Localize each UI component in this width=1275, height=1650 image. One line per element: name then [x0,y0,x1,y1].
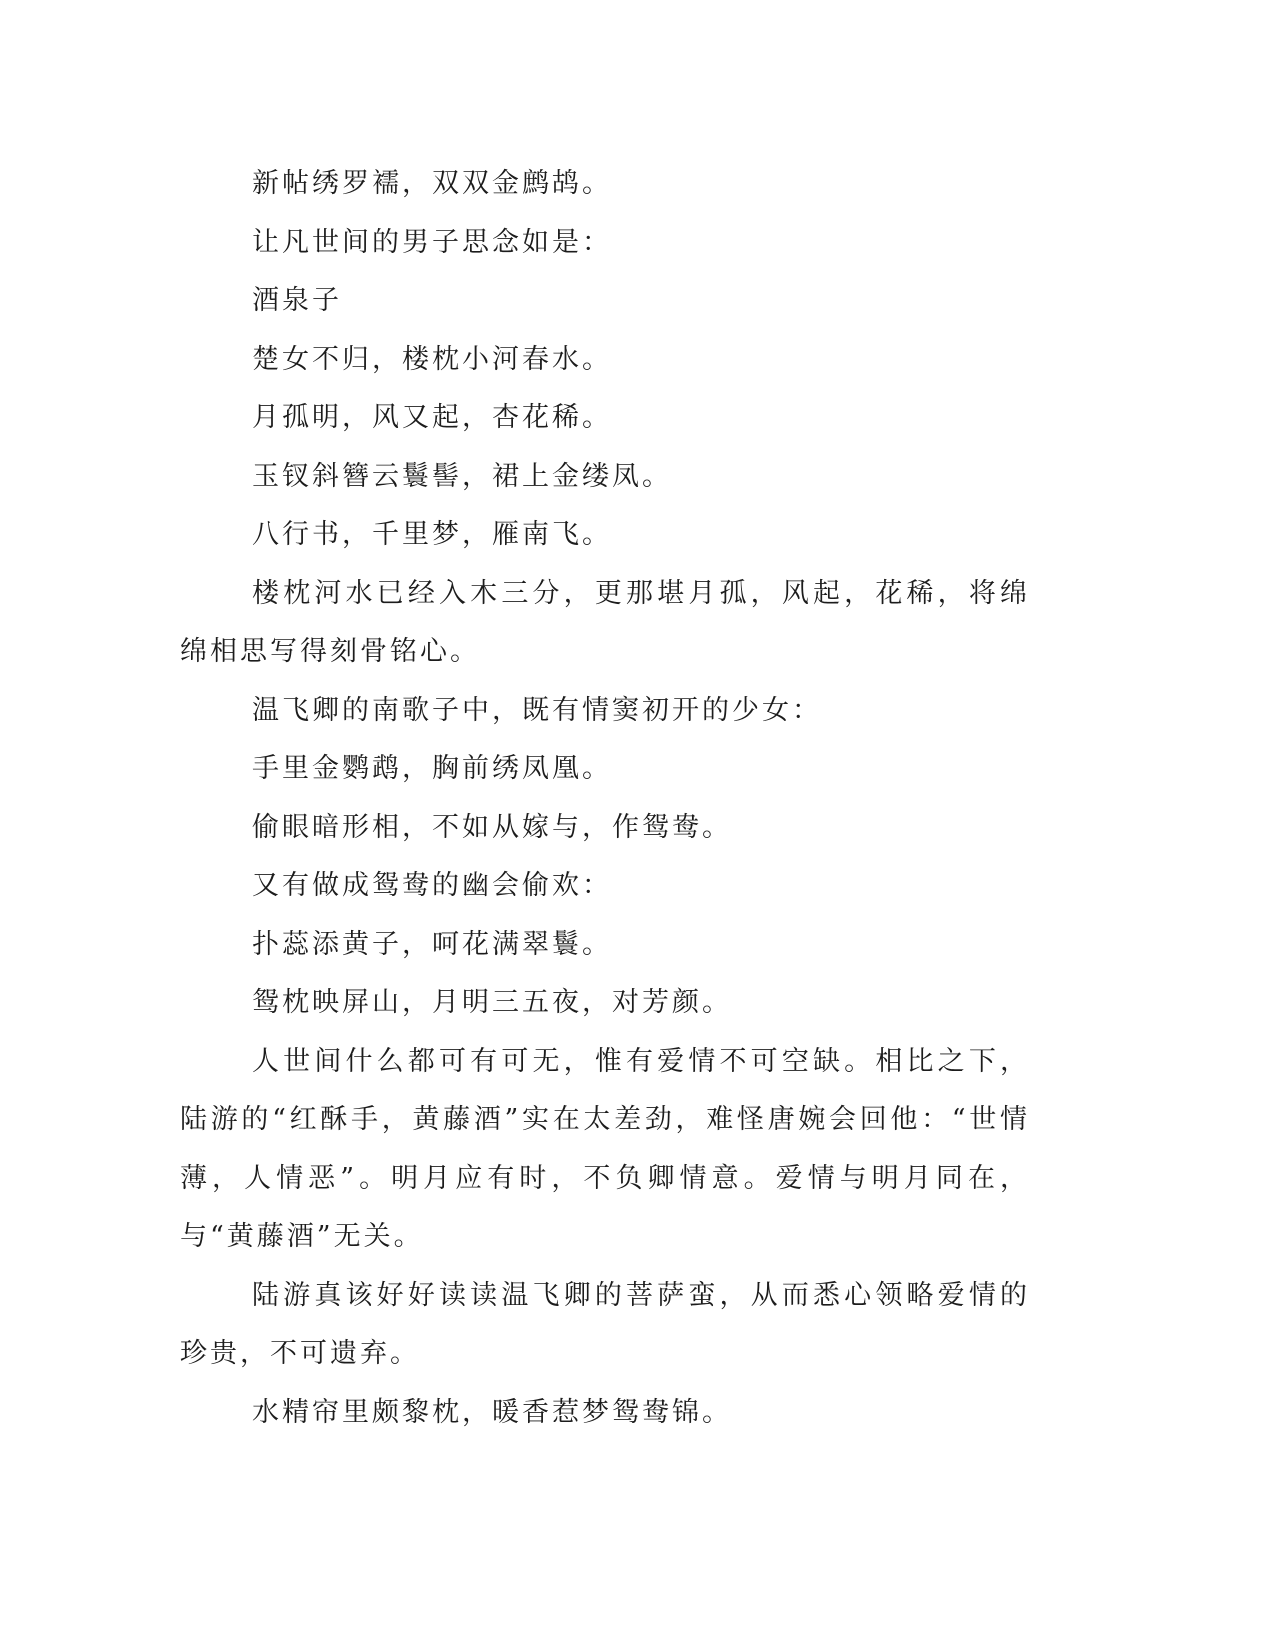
paragraph: 温飞卿的南歌子中，既有情窦初开的少女： [252,694,822,726]
paragraph: 让凡世间的男子思念如是： [252,226,612,258]
poem-line: 八行书，千里梦，雁南飞。 [252,519,612,550]
poem-line: 偷眼暗形相，不如从嫁与，作鸳鸯。 [252,811,732,843]
paragraph: 又有做成鸳鸯的幽会偷欢： [252,870,612,901]
poem-line: 楚女不归，楼枕小河春水。 [252,343,612,375]
paragraph: 楼枕河水已经入木三分，更那堪月孤，风起，花稀，将绵绵相思写得刻骨铭心。 [180,577,1030,667]
document-body [180,155,1030,1442]
poem-line: 手里金鹦鹉，胸前绣凤凰。 [252,753,612,784]
poem-line: 月孤明，风又起，杏花稀。 [252,402,612,433]
paragraph: 人世间什么都可有可无，惟有爱情不可空缺。相比之下，陆游的“红酥手，黄藤酒”实在太差劲，难怪唐婉会回他：“世情薄，人情恶”。明月应有时，不负卿情意。爱情与明月同在，与“黄藤酒”无关。 [180,1045,1030,1252]
poem-line: 玉钗斜簪云鬟髻，裙上金缕凤。 [252,460,672,492]
paragraph: 新帖绣罗襦，双双金鹧鸪。 [252,168,612,199]
paragraph: 陆游真该好好读读温飞卿的菩萨蛮，从而悉心领略爱情的珍贵，不可遗弃。 [180,1279,1030,1369]
poem-line: 水精帘里颇黎枕，暖香惹梦鸳鸯锦。 [252,1396,732,1428]
poem-line: 鸳枕映屏山，月明三五夜，对芳颜。 [252,987,732,1018]
poem-line: 扑蕊添黄子，呵花满翠鬟。 [252,928,612,960]
poem-title: 酒泉子 [252,285,342,316]
